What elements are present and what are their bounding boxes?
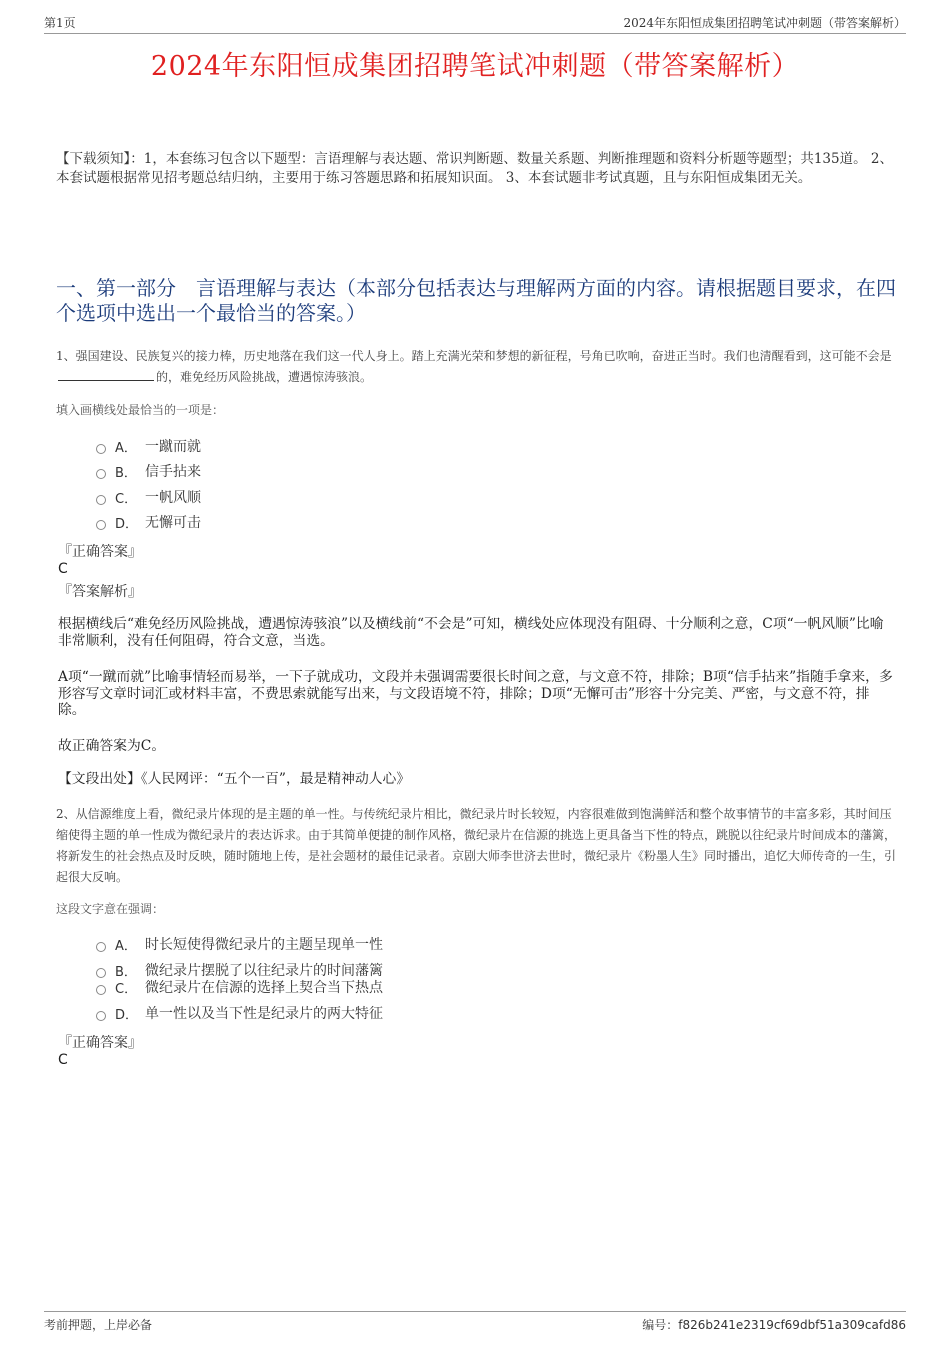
question-2-prompt: 这段文字意在强调： — [56, 902, 165, 916]
radio-icon[interactable] — [96, 942, 106, 952]
footer-slogan: 考前押题，上岸必备 — [44, 1318, 153, 1332]
question-1-stem-before: 1、强国建设、民族复兴的接力棒，历史地落在我们这一代人身上。踏上充满光荣和梦想的新征程，号角已吹响，奋进正当时。我们也清醒看到，这可能不会是 — [56, 349, 892, 363]
page-header — [44, 14, 906, 34]
page-number: 第1页 — [44, 16, 76, 30]
question-2-option-d[interactable] — [96, 1003, 383, 1023]
radio-icon[interactable] — [96, 520, 106, 530]
option-text: 一帆风顺 — [145, 490, 201, 506]
option-letter: A． — [115, 440, 137, 456]
download-notice: 【下载须知】：1，本套练习包含以下题型：言语理解与表达题、常识判断题、数量关系题、判断推理题和资料分析题等题型；共135道。 2、本套试题根据常见招考题总结归纳，主要用于练习答题思路和拓展知识面。 3、本套试题非考试真题，且与东阳恒成集团无关。 — [56, 151, 893, 186]
question-2-stem: 2、从信源维度上看，微纪录片体现的是主题的单一性。与传统纪录片相比，微纪录片时长较短，内容很难做到饱满鲜活和整个故事情节的丰富多彩，其时间压缩使得主题的单一性成为微纪录片的表达诉求。由于其简单便捷的制作风格，微纪录片在信源的挑选上更具备当下性的特点，跳脱以往纪录片时间成本的藩篱，将新发生的社会热点及时反映，随时随地上传，是社会题材的最佳记录者。京剧大师李世济去世时，微纪录片《粉墨人生》同时播出，追忆大师传奇的一生，引起很大反响。 — [56, 807, 897, 884]
option-text: 单一性以及当下性是纪录片的两大特征 — [145, 1006, 383, 1022]
question-1-option-c[interactable] — [96, 487, 201, 507]
option-letter: C． — [115, 491, 138, 507]
fill-in-blank — [58, 367, 154, 381]
analysis-conclusion: 故正确答案为C。 — [58, 738, 166, 754]
radio-icon[interactable] — [96, 1011, 106, 1021]
question-1-prompt: 填入画横线处最恰当的一项是： — [56, 403, 225, 417]
radio-icon[interactable] — [96, 469, 106, 479]
option-letter: D． — [115, 1007, 139, 1023]
question-2-answer-label: 『正确答案』 — [58, 1035, 142, 1051]
option-text: 一蹴而就 — [145, 439, 201, 455]
analysis-source: 【文段出处】《人民网评：“五个一百”，最是精神动人心》 — [58, 771, 411, 787]
radio-icon[interactable] — [96, 444, 106, 454]
question-1-option-d[interactable] — [96, 512, 201, 532]
option-letter: B． — [115, 964, 137, 980]
radio-icon[interactable] — [96, 985, 106, 995]
question-2-answer: C — [58, 1052, 68, 1068]
header-doc-name: 2024年东阳恒成集团招聘笔试冲刺题（带答案解析） — [623, 16, 906, 30]
footer-code: 编号：f826b241e2319cf69dbf51a309cafd86 — [642, 1318, 906, 1332]
option-letter: C． — [115, 981, 138, 997]
option-text: 无懈可击 — [145, 515, 201, 531]
option-letter: D． — [115, 516, 139, 532]
radio-icon[interactable] — [96, 495, 106, 505]
question-1-answer-label: 『正确答案』 — [58, 544, 142, 560]
question-2-option-a[interactable] — [96, 934, 383, 954]
option-text: 信手拈来 — [145, 464, 201, 480]
question-1-stem — [56, 346, 898, 388]
question-1-answer: C — [58, 561, 68, 577]
section-heading: 一、第一部分 言语理解与表达（本部分包括表达与理解两方面的内容。请根据题目要求，在四个选项中选出一个最恰当的答案。） — [56, 276, 896, 325]
option-letter: B． — [115, 465, 137, 481]
option-letter: A． — [115, 938, 137, 954]
question-1-option-b[interactable] — [96, 461, 201, 481]
analysis-paragraph: 根据横线后“难免经历风险挑战，遭遇惊涛骇浪”以及横线前“不会是”可知，横线处应体现没有阻碍、十分顺利之意，C项“一帆风顺”比喻非常顺利，没有任何阻碍，符合文意，当选。 — [58, 616, 884, 649]
document-title: 2024年东阳恒成集团招聘笔试冲刺题（带答案解析） — [150, 51, 800, 82]
question-1-analysis-label: 『答案解析』 — [58, 584, 142, 600]
option-text: 微纪录片在信源的选择上契合当下热点 — [145, 980, 383, 996]
question-1-option-a[interactable] — [96, 436, 201, 456]
page-footer — [44, 1311, 906, 1333]
analysis-paragraph: A项“一蹴而就”比喻事情轻而易举，一下子就成功，文段并未强调需要很长时间之意，与文意不符，排除；B项“信手拈来”指随手拿来，多形容写文章时词汇或材料丰富，不费思索就能写出来，与文段语境不符，排除；D项“无懈可击”形容十分完美、严密，与文意不符，排除。 — [58, 669, 893, 718]
option-text: 微纪录片摆脱了以往纪录片的时间藩篱 — [145, 963, 383, 979]
option-text: 时长短使得微纪录片的主题呈现单一性 — [145, 937, 383, 953]
question-1-stem-after: 的，难免经历风险挑战，遭遇惊涛骇浪。 — [156, 370, 373, 384]
question-2-option-c[interactable] — [96, 977, 383, 997]
